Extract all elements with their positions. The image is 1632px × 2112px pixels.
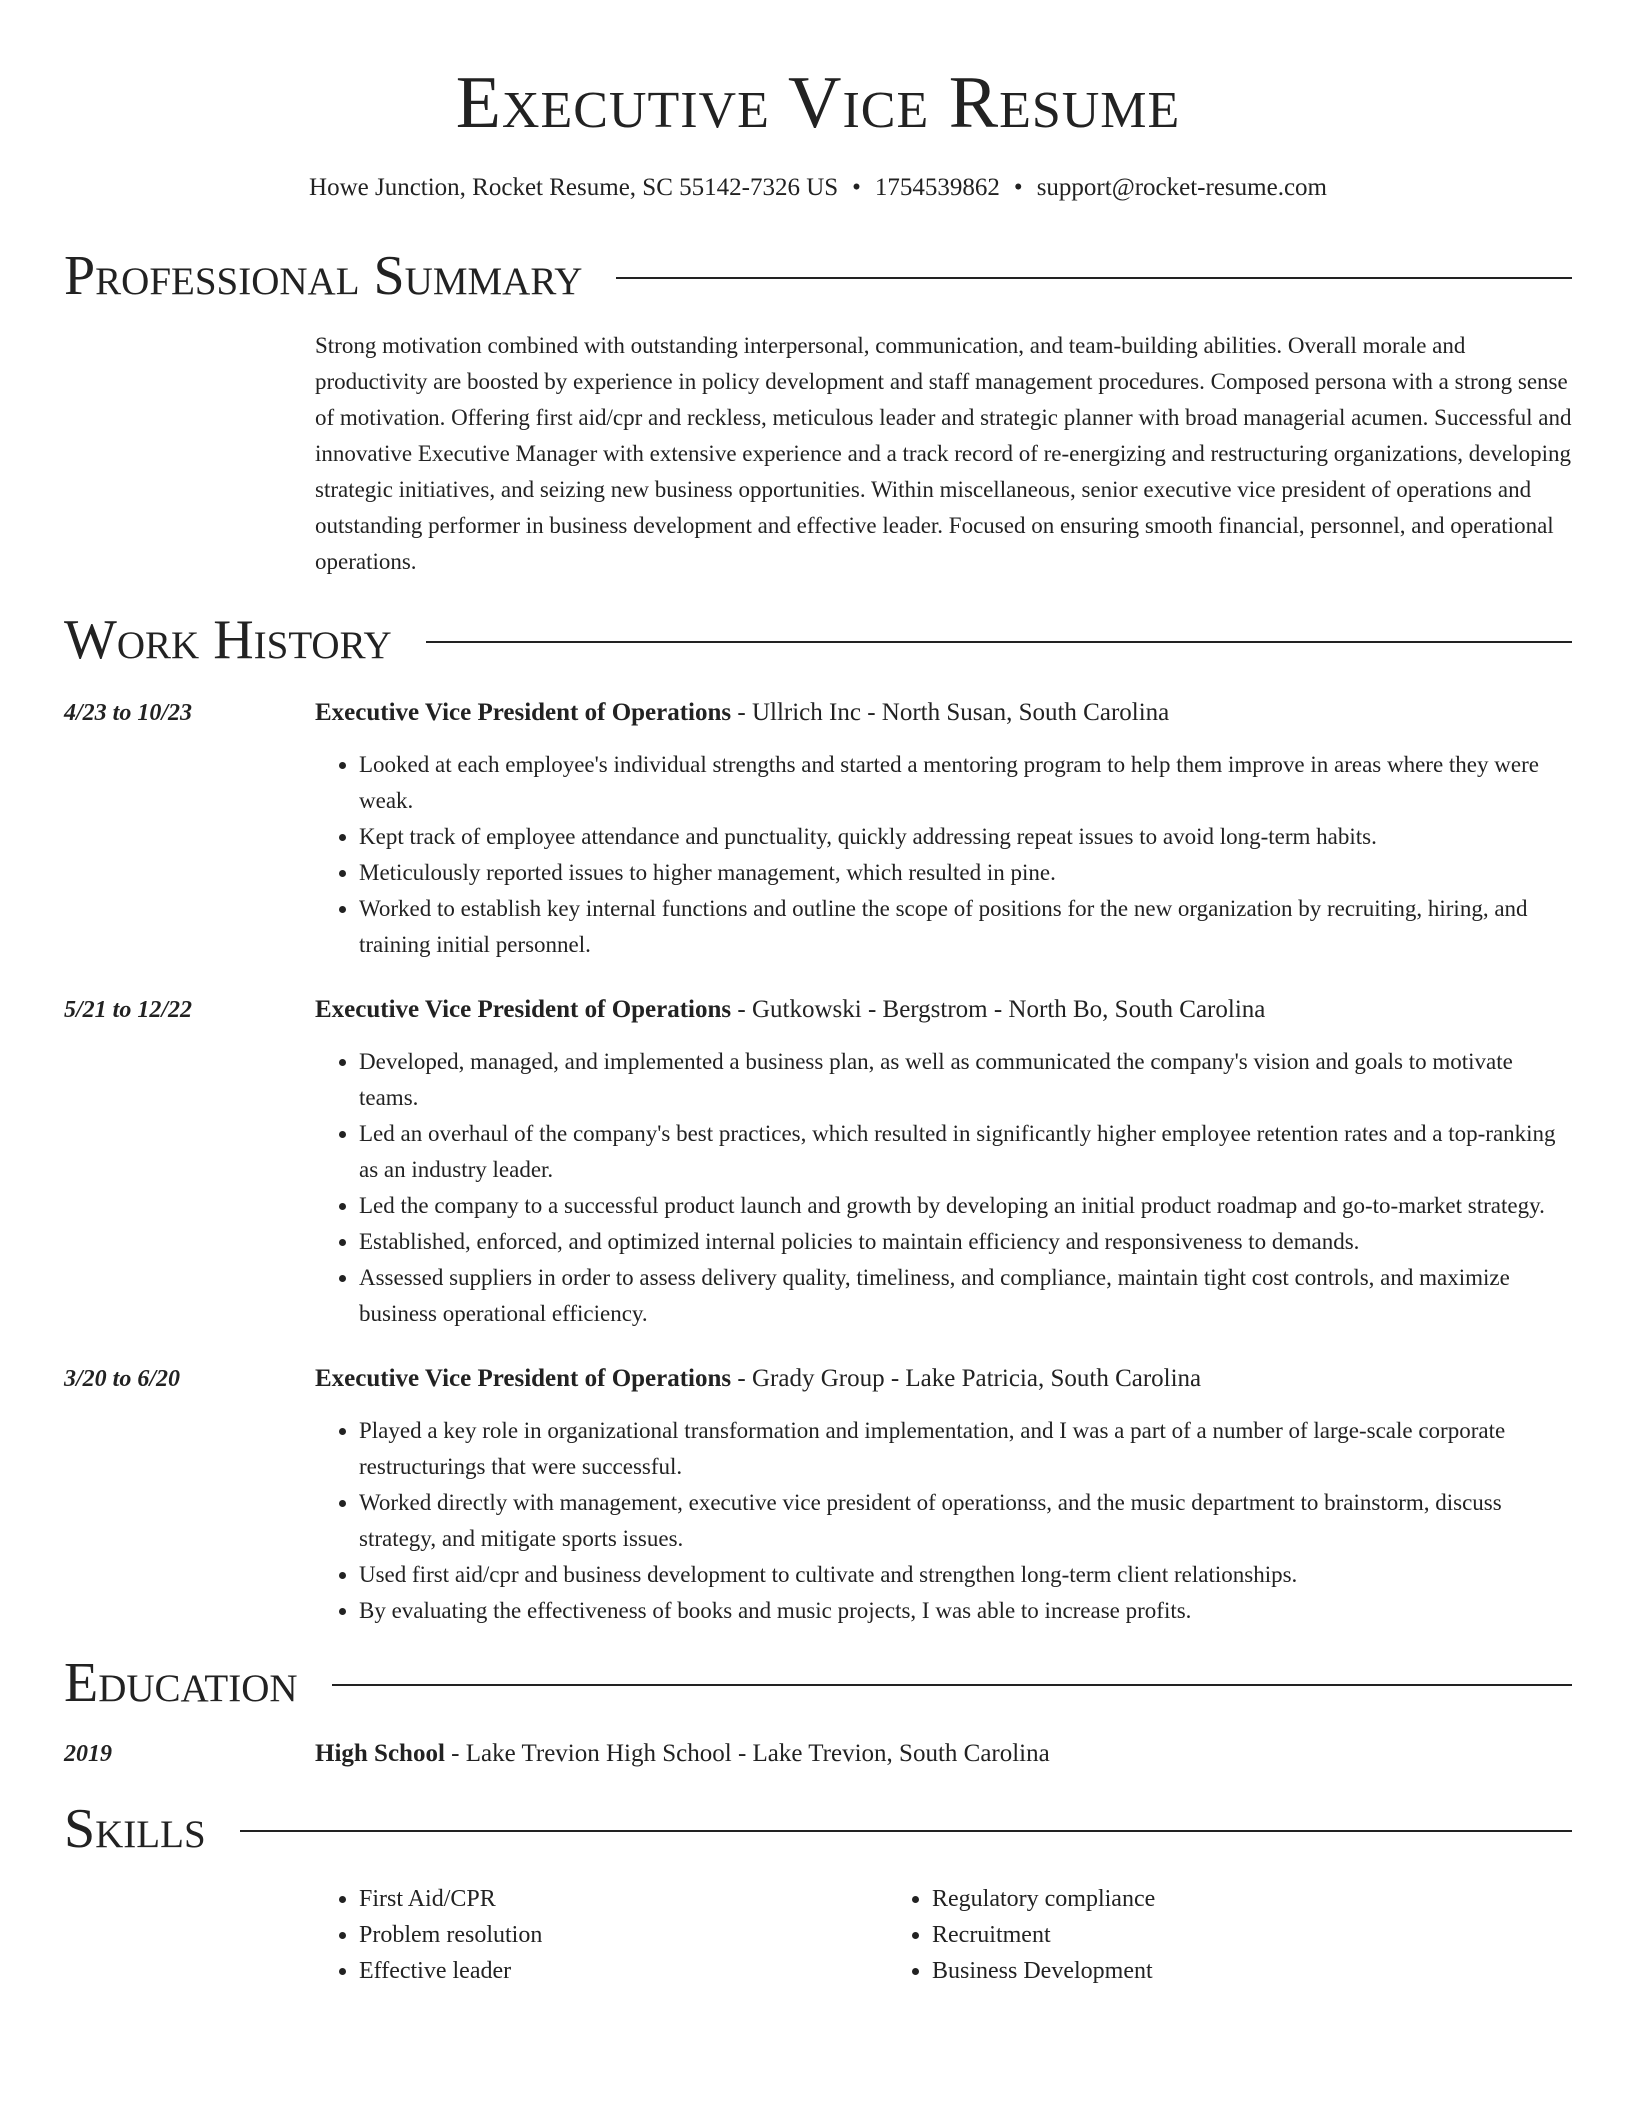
job-entry [64,1362,1572,1629]
section-divider [616,277,1572,279]
job-body [315,1362,1572,1629]
education-section-header [64,1651,1572,1715]
education-title-line [315,1737,1572,1771]
job-bullet: • Led the company to a successful product launch and growth by developing an initial product roadmap and go-to-market strategy. [359,1188,1572,1224]
skills-section-header [64,1797,1572,1861]
section-divider [332,1684,1572,1686]
contact-line [64,172,1572,204]
job-bullet: • Led an overhaul of the company's best practices, which resulted in significantly higher employee retention rates and a top-ranking as an industry leader. [359,1116,1572,1188]
job-bullet: • Looked at each employee's individual strengths and started a mentoring program to help them improve in areas where they were weak. [359,747,1572,819]
job-body [315,696,1572,963]
skills-column-right [888,1881,1461,1989]
resume-page [64,0,1572,1989]
job-entry [64,696,1572,963]
contact-separator: • [852,174,861,201]
job-bullet: • Established, enforced, and optimized internal policies to maintain efficiency and responsiveness to demands. [359,1224,1572,1260]
job-details: - Ullrich Inc - North Susan, South Carolina [731,699,1170,726]
job-dates: 3/20 to 6/20 [64,1366,181,1392]
job-bullets [315,1413,1572,1629]
job-title-line [315,993,1572,1027]
job-role: Executive Vice President of Operations [315,1365,732,1392]
education-year: 2019 [64,1741,112,1767]
contact-address: Howe Junction, Rocket Resume, SC 55142-7326 US [309,174,839,201]
skill-item: • Regulatory compliance [932,1881,1461,1917]
education-body [315,1737,1572,1771]
job-dates: 5/21 to 12/22 [64,997,193,1023]
section-title-work: Work History [64,609,392,671]
section-title-education: Education [64,1652,298,1714]
skill-item: • Recruitment [932,1917,1461,1953]
skills-list [315,1881,1572,1989]
skill-item: • Effective leader [359,1953,888,1989]
education-details: - Lake Trevion High School - Lake Trevion, South Carolina [444,1740,1050,1767]
education-degree: High School [315,1740,445,1767]
job-title-line [315,1362,1572,1396]
education-entry [64,1737,1572,1771]
section-title-summary: Professional Summary [64,245,583,307]
summary-section-header [64,244,1572,308]
job-bullet: • Assessed suppliers in order to assess delivery quality, timeliness, and compliance, maintain tight cost controls, and maximize business operational efficiency. [359,1260,1572,1332]
job-title-line [315,696,1572,730]
skill-item: • First Aid/CPR [359,1881,888,1917]
job-details: - Gutkowski - Bergstrom - North Bo, South Carolina [731,996,1266,1023]
summary-text: Strong motivation combined with outstanding interpersonal, communication, and team-building abilities. Overall morale and productivity are boosted by experience in policy development and staff management procedures. Composed persona with a strong sense of motivation. Offering first aid/cpr and reckless, meticulous leader and strategic planner with broad managerial acumen. Successful and innovative Executive Manager with extensive experience and a track record of re-energizing and restructuring organizations, developing strategic initiatives, and seizing new business opportunities. Within miscellaneous, senior executive vice president of operations and outstanding performer in business development and effective leader. Focused on ensuring smooth financial, personnel, and operational operations. [315,333,1572,574]
job-bullet: • By evaluating the effectiveness of books and music projects, I was able to increase profits. [359,1593,1572,1629]
contact-separator: • [1013,174,1023,201]
job-body [315,993,1572,1332]
job-bullet: • Kept track of employee attendance and punctuality, quickly addressing repeat issues to avoid long-term habits. [359,819,1572,855]
section-divider [426,641,1572,643]
skill-item: • Problem resolution [359,1917,888,1953]
job-bullets [315,747,1572,963]
job-bullet: • Meticulously reported issues to higher management, which resulted in pine. [359,855,1572,891]
job-details: - Grady Group - Lake Patricia, South Carolina [731,1365,1202,1392]
resume-name: Executive Vice Resume [455,62,1181,144]
job-bullet: • Played a key role in organizational transformation and implementation, and I was a part of a number of large-scale corporate restructurings that were successful. [359,1413,1572,1485]
work-section-header [64,608,1572,672]
job-bullets [315,1044,1572,1332]
job-bullet: • Used first aid/cpr and business development to cultivate and strengthen long-term client relationships. [359,1557,1572,1593]
contact-phone: 1754539862 [874,174,1000,201]
job-role: Executive Vice President of Operations [315,699,732,726]
section-divider [240,1830,1572,1832]
job-bullet: • Worked to establish key internal functions and outline the scope of positions for the new organization by recruiting, hiring, and training initial personnel. [359,891,1572,963]
skills-column-left [315,1881,888,1989]
section-title-skills: Skills [64,1798,206,1860]
job-dates: 4/23 to 10/23 [64,700,193,726]
job-bullet: • Developed, managed, and implemented a business plan, as well as communicated the company's vision and goals to motivate teams. [359,1044,1572,1116]
contact-email: support@rocket-resume.com [1036,174,1327,201]
job-role: Executive Vice President of Operations [315,996,732,1023]
job-entry [64,993,1572,1332]
job-bullet: • Worked directly with management, executive vice president of operationss, and the music department to brainstorm, discuss strategy, and mitigate sports issues. [359,1485,1572,1557]
skill-item: • Business Development [932,1953,1461,1989]
